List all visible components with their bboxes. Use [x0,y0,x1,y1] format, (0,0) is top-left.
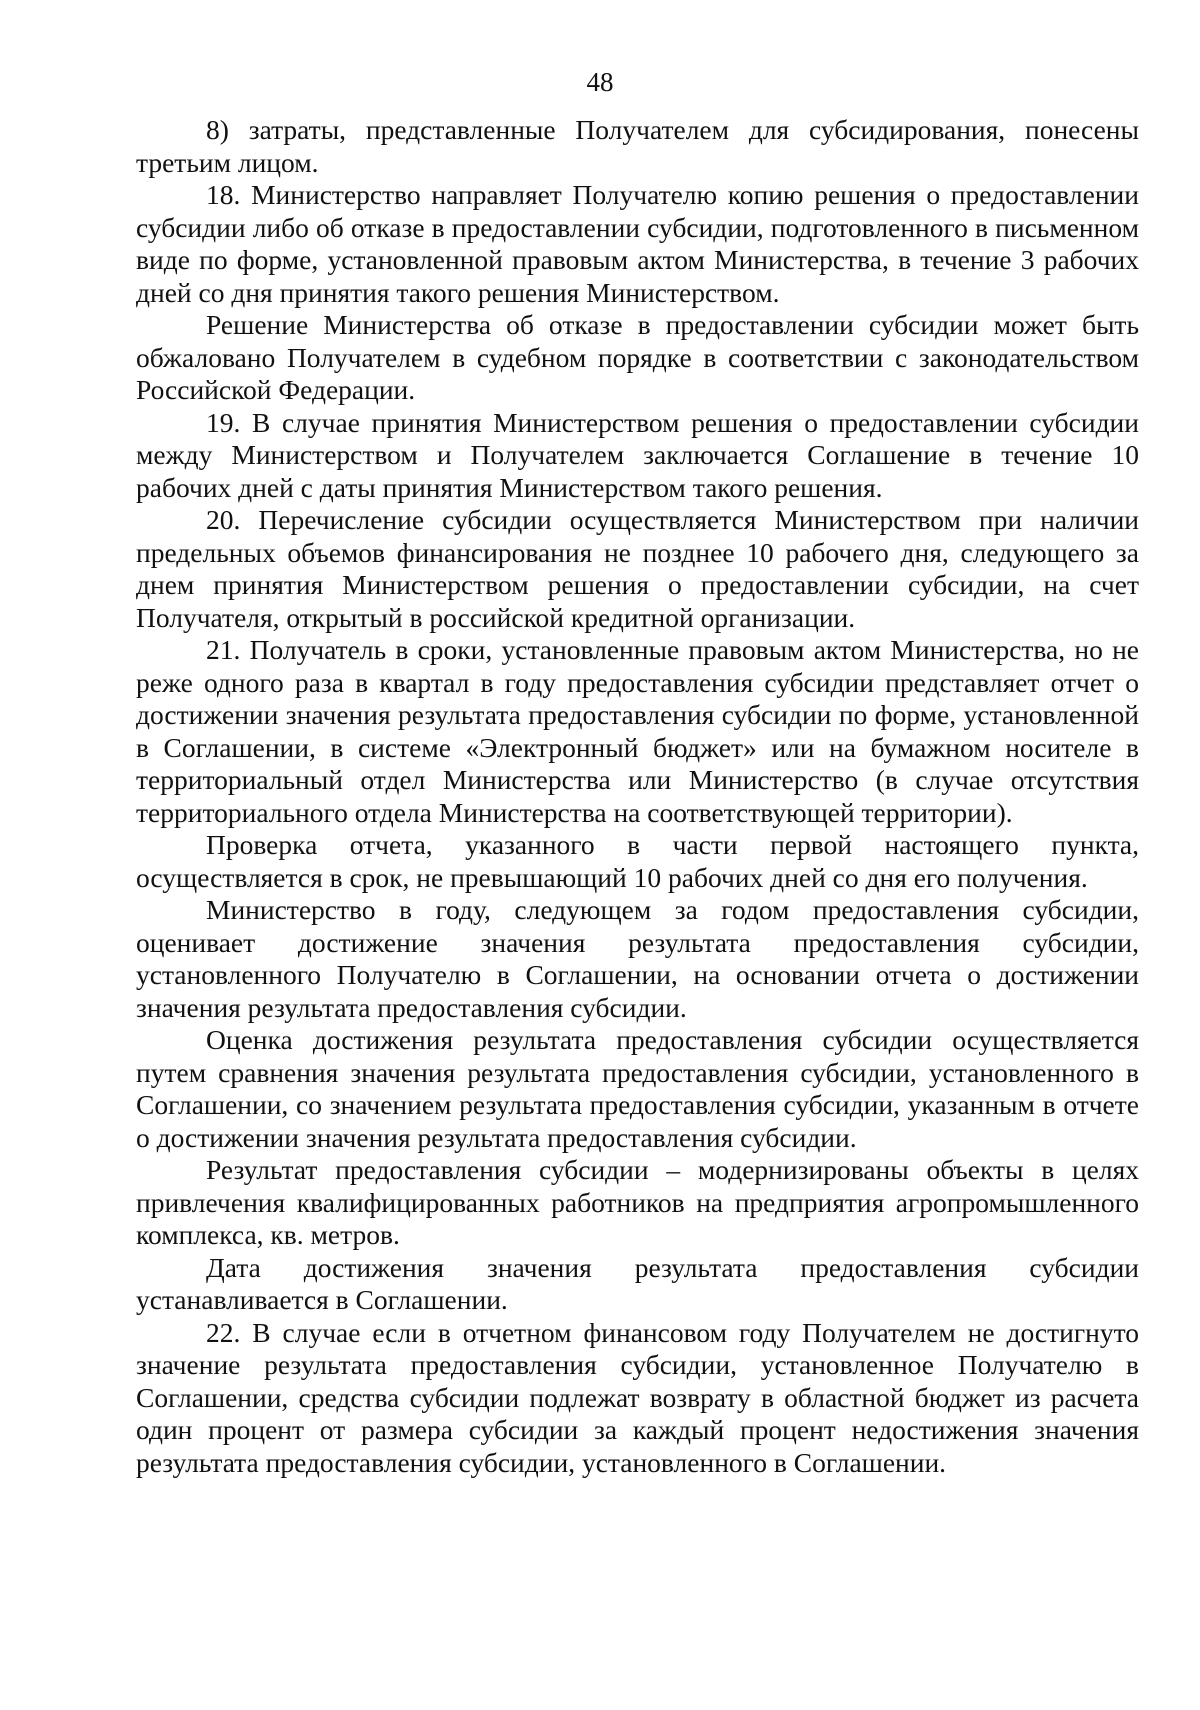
paragraph-clause-19: 19. В случае принятия Министерством решения о предоставлении субсидии между Министерством и Получателем заключается Соглашение в течение 10 рабочих дней с даты принятия Министерством такого решения. [136,406,1139,503]
paragraph-ministry-evaluation: Министерство в году, следующем за годом предоставления субсидии, оценивает достижение значения результата предоставления субсидии, установленного Получателю в Соглашении, на основании отчета о достижении значения результата предоставления субсидии. [136,894,1139,1023]
page-number: 48 [586,67,614,97]
paragraph-appeal-decision: Решение Министерства об отказе в предоставлении субсидии может быть обжаловано Получателем в судебном порядке в соответствии с законодательством Российской Федерации. [136,309,1139,405]
paragraph-achievement-date: Дата достижения значения результата предоставления субсидии устанавливается в Соглашении. [136,1251,1139,1315]
paragraph-clause-20: 20. Перечисление субсидии осуществляется Министерством при наличии предельных объемов финансирования не позднее 10 рабочего дня, следующего за днем принятия Министерством решения о предоставлении субсидии, на счет Получателя, открытый в российской кредитной организации. [136,504,1139,633]
paragraph-subsidy-result: Результат предоставления субсидии – модернизированы объекты в целях привлечения квалифицированных работников на предприятия агропромышленного комплекса, кв. метров. [136,1154,1139,1250]
paragraph-item-8: 8) затраты, представленные Получателем для субсидирования, понесены третьим лицом. [136,114,1139,178]
paragraph-report-check: Проверка отчета, указанного в части первой настоящего пункта, осуществляется в срок, не превышающий 10 рабочих дней со дня его получения. [136,829,1139,893]
paragraph-clause-22: 22. В случае если в отчетном финансовом году Получателем не достигнуто значение результата предоставления субсидии, установленное Получателю в Соглашении, средства субсидии подлежат возврату в областной бюджет из расчета один процент от размера субсидии за каждый процент недостижения значения результата предоставления субсидии, установленного в Соглашении. [136,1316,1139,1478]
paragraph-result-assessment: Оценка достижения результата предоставления субсидии осуществляется путем сравнения значения результата предоставления субсидии, установленного в Соглашении, со значением результата предоставления субсидии, указанным в отчете о достижении значения результата предоставления субсидии. [136,1024,1139,1153]
paragraph-clause-21: 21. Получатель в сроки, установленные правовым актом Министерства, но не реже одного раза в квартал в году предоставления субсидии представляет отчет о достижении значения результата предоставления субсидии по форме, установленной в Соглашении, в системе «Электронный бюджет» или на бумажном носителе в территориальный отдел Министерства или Министерство (в случае отсутствия территориального отдела Министерства на соответствующей территории). [136,634,1139,828]
document-body [136,114,1139,1479]
paragraph-clause-18: 18. Министерство направляет Получателю копию решения о предоставлении субсидии либо об отказе в предоставлении субсидии, подготовленного в письменном виде по форме, установленной правовым актом Министерства, в течение 3 рабочих дней со дня принятия такого решения Министерством. [136,179,1139,308]
